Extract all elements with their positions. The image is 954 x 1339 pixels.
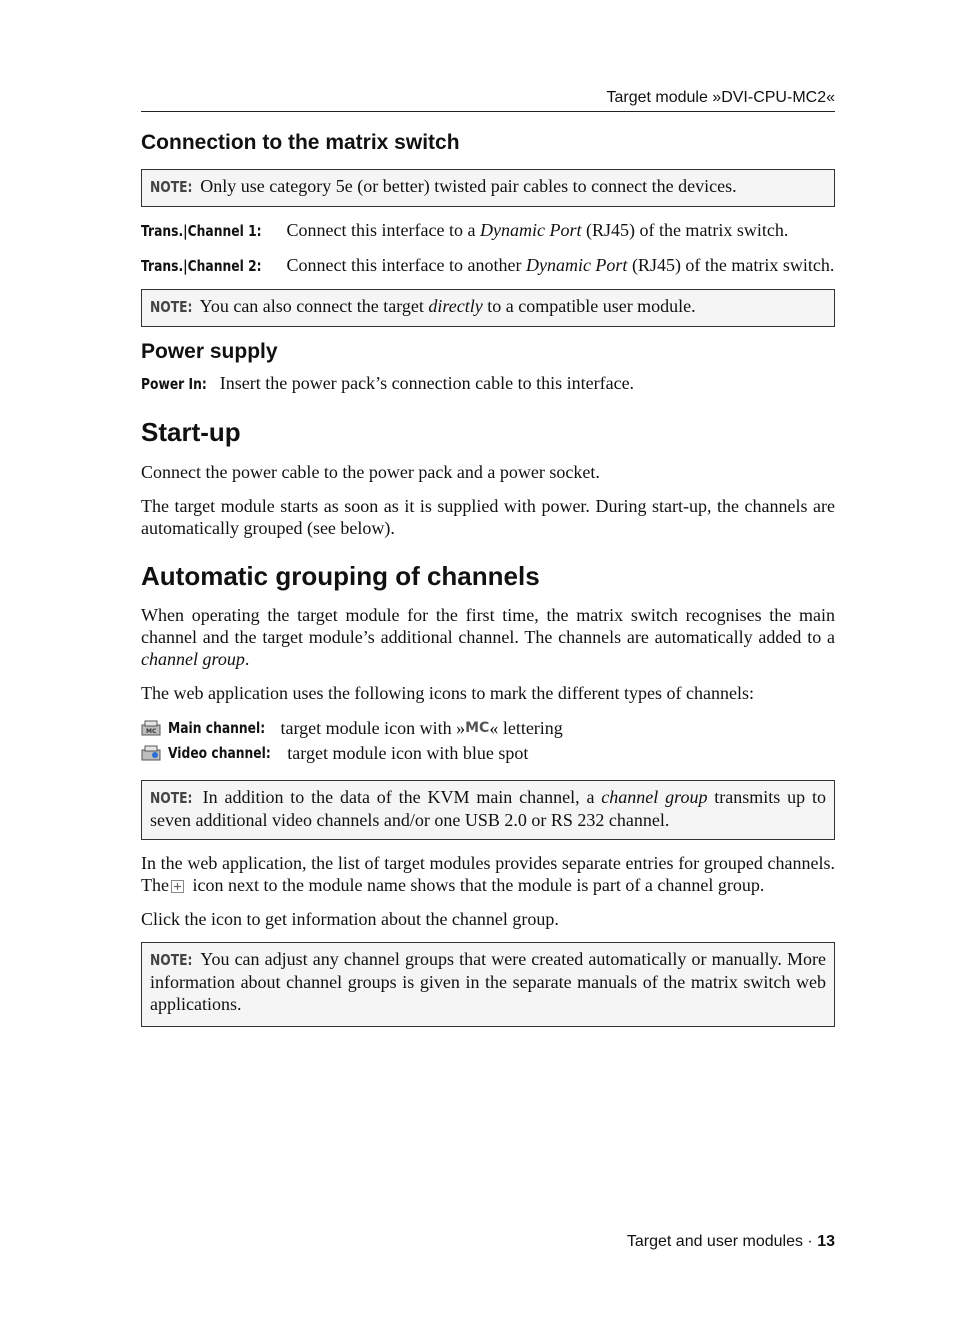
item-label: Trans.|Channel 1: [141, 222, 262, 241]
item-text: « lettering [489, 717, 563, 738]
startup-paragraph-1: Connect the power cable to the power pack and a power socket. [141, 461, 600, 482]
paragraph-text: . [244, 648, 250, 669]
footer-section: Target and user modules · [626, 1233, 818, 1250]
page-footer [141, 1233, 835, 1251]
heading-startup: Start-up [141, 417, 241, 448]
note-label: NOTE: [150, 178, 193, 197]
running-header: Target module »DVI-CPU-MC2« [141, 89, 835, 112]
channel-icon-list [141, 716, 835, 766]
note-label: NOTE: [150, 298, 193, 317]
item-channel-1 [141, 219, 835, 242]
grouping-paragraph-2: The web application uses the following icons to mark the different types of channels: [141, 682, 755, 703]
item-text: (RJ45) of the matrix switch. [581, 220, 789, 241]
note-label: NOTE: [150, 788, 193, 807]
item-text: target module icon with » [280, 717, 466, 738]
page-content [141, 130, 835, 1039]
note-direct [141, 289, 835, 327]
item-emphasis: Dynamic Port [525, 255, 628, 276]
paragraph-emphasis: channel group [141, 648, 245, 669]
item-label: Main channel: [168, 718, 266, 737]
item-text: Insert the power pack’s connection cable to this interface. [215, 373, 635, 394]
note-text: In addition to the data of the KVM main channel, a [195, 786, 602, 807]
item-text: target module icon with blue spot [287, 742, 529, 763]
note-text: Only use category 5e (or better) twisted pair cables to connect the devices. [195, 176, 737, 197]
note-text: You can also connect the target [195, 296, 429, 317]
item-channel-2 [141, 254, 835, 277]
item-label: Power In: [141, 375, 207, 394]
list-item [141, 741, 835, 766]
list-item [141, 716, 835, 741]
paragraph-text: In the web application, the list of target modules provides separate entries for grouped channels. The [141, 852, 835, 895]
heading-power: Power supply [141, 340, 278, 364]
grouping-paragraph-3 [141, 852, 835, 896]
grouping-paragraph-4: Click the icon to get information about the channel group. [141, 908, 559, 929]
note-text: You can adjust any channel groups that were created automatically or manually. More information about channel groups is given in the separate manuals of the matrix switch web applications. [150, 948, 826, 1014]
expand-plus-icon [171, 880, 184, 893]
note-text: transmits up to seven additional video channels and/or one USB 2.0 or RS 232 channel. [150, 786, 826, 830]
heading-connection: Connection to the matrix switch [141, 131, 460, 154]
mc-lettering: MC [465, 719, 490, 736]
item-label: Video channel: [168, 743, 271, 762]
item-text: Connect this interface to a [282, 220, 480, 241]
item-text: Connect this interface to another [282, 255, 526, 276]
heading-grouping: Automatic grouping of channels [141, 560, 540, 591]
note-text: to a compatible user module. [482, 296, 696, 317]
note-emphasis: directly [428, 296, 483, 317]
startup-paragraph-2: The target module starts as soon as it is supplied with power. During start-up, the channels are automatically grouped (see below). [141, 495, 835, 538]
video-channel-icon [141, 745, 161, 761]
page-number: 13 [817, 1233, 835, 1250]
paragraph-text: icon next to the module name shows that the module is part of a channel group. [187, 874, 765, 895]
main-channel-icon [141, 720, 161, 736]
item-emphasis: Dynamic Port [479, 220, 582, 241]
item-label: Trans.|Channel 2: [141, 257, 262, 276]
note-adjust-groups [141, 942, 835, 1027]
paragraph-text: When operating the target module for the first time, the matrix switch recognises the main channel and the target module’s additional channel. The channels are automatically added to a [141, 604, 835, 647]
item-text: (RJ45) of the matrix switch. [627, 255, 835, 276]
svg-text:MC: MC [146, 728, 157, 736]
note-channel-group [141, 780, 835, 840]
note-emphasis: channel group [601, 786, 708, 807]
item-power-in [141, 372, 835, 395]
note-label: NOTE: [150, 950, 193, 969]
grouping-paragraph-1 [141, 604, 835, 670]
note-cable [141, 169, 835, 207]
